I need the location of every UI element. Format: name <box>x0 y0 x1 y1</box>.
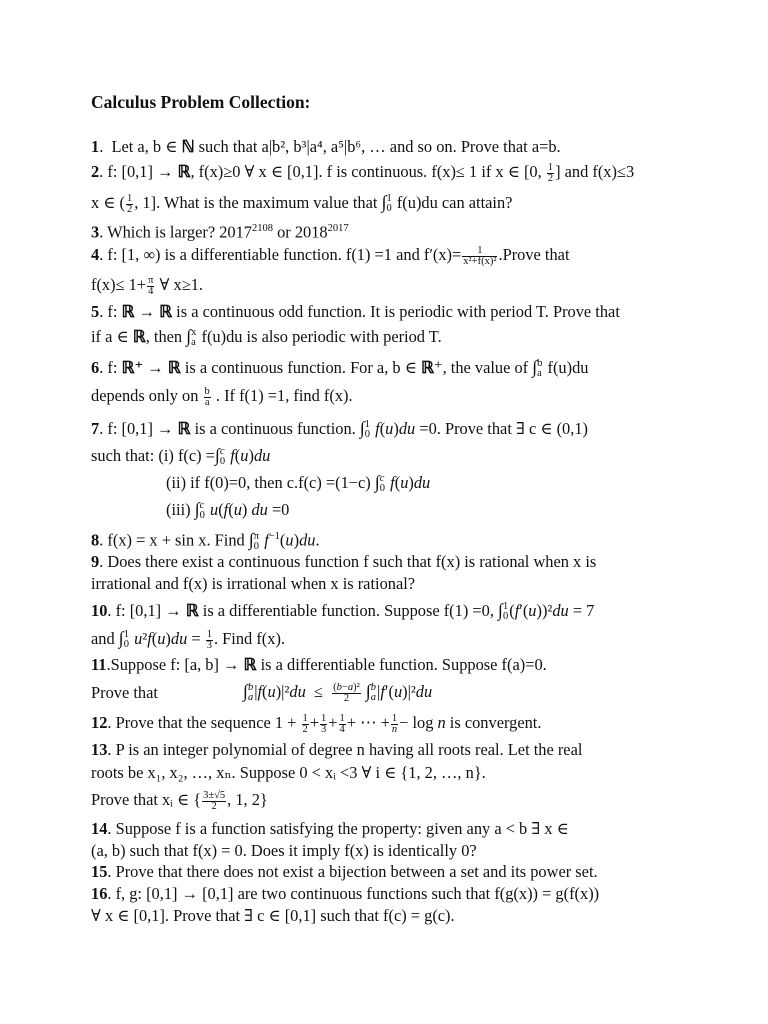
problem-1: 1. Let a, b ∈ ℕ such that a|b², b³|a⁴, a⁵|b⁶, … and so on. Prove that a=b. <box>91 137 561 156</box>
problem-number: 10 <box>91 601 108 620</box>
problem-number: 1 <box>91 137 100 156</box>
problem-2: 2. f: [0,1] → ℝ, f(x)≥0 ∀ x ∈ [0,1]. f is continuous. f(x)≤ 1 if x ∈ [0, $\frac{1}{2}$ ] and f(x)≤3 <box>91 161 635 184</box>
problem-2-cont: x ∈ ( $\frac{1}{2}$ , 1]. What is the maximum value that ∫ 1 0 f(u)du can attain? <box>91 192 513 215</box>
problem-10-cont: and ∫ 1 0 u²f(u)du = $\frac{1}{3}$ . Find f(x). <box>91 628 286 651</box>
problem-10: 10. f: [0,1] → ℝ is a differentiable function. Suppose f(1) =0, ∫ 1 0 (f′(u))²du = 7 <box>91 600 595 623</box>
document-title: Calculus Problem Collection: <box>91 92 311 112</box>
problem-13-prove: Prove that xᵢ ∈ { $\frac{3\pm√5}{2}$ , 1, 2} <box>91 789 268 812</box>
problem-number: 3 <box>91 222 100 242</box>
problem-number: 5 <box>91 302 100 321</box>
problem-12: 12. Prove that the sequence 1 + $\frac{1}{2}$ + $\frac{1}{3}$ + $\frac{1}{4}$ + ⋯ + $\frac{1}{n}$ − log n is convergent. <box>91 712 542 735</box>
problem-11-prove: Prove that <box>91 683 158 702</box>
problem-3: 3. Which is larger? $2017^{2108}$ or $2018^{2017}$ <box>91 222 349 242</box>
problem-8: 8. f(x) = x + sin x. Find ∫ π 0 $f^{-1}(u)du$. <box>91 529 320 552</box>
problem-number: 16 <box>91 884 108 903</box>
problem-11-inequality: ∫ b a |f(u)|²du ≤ $\frac{\text{(b−a)²}}{2}$ ∫ b a |f′(u)|²du <box>243 681 433 704</box>
problem-number: 8 <box>91 530 100 550</box>
problem-7: 7. f: [0,1] → ℝ is a continuous function. ∫ 1 0 f(u)du =0. Prove that ∃ c ∈ (0,1) <box>91 418 588 441</box>
problem-number: 9 <box>91 552 100 571</box>
problem-11: 11.Suppose f: [a, b] → ℝ is a differentiable function. Suppose f(a)=0. <box>91 655 547 674</box>
problem-number: 14 <box>91 819 108 838</box>
problem-16-cont: ∀ x ∈ [0,1]. Prove that ∃ c ∈ [0,1] such that f(c) = g(c). <box>91 906 455 925</box>
problem-4-cont: f(x)≤ 1+ $\frac{\pi}{4}$ ∀ x≥1. <box>91 274 203 297</box>
problem-7-ii: (ii) if f(0)=0, then c.f(c) =(1−c) ∫ c 0 f(u)du <box>166 472 431 495</box>
problem-number: 6 <box>91 358 100 377</box>
problem-15: 15. Prove that there does not exist a bijection between a set and its power set. <box>91 862 598 881</box>
problem-5-cont: if a ∈ ℝ, then ∫ x a f(u)du is also periodic with period T. <box>91 326 442 349</box>
problem-13: 13. P is an integer polynomial of degree n having all roots real. Let the real <box>91 740 583 759</box>
problem-number: 12 <box>91 713 108 732</box>
problem-4: 4. f: [1, ∞) is a differentiable function. f(1) =1 and f′(x)= $\frac{1}{\text{x²+f(x)²}}$ .Prove that <box>91 244 570 267</box>
problem-7-i: such that: (i) f(c) =∫ c 0 f(u)du <box>91 445 271 468</box>
problem-number: 4 <box>91 245 100 264</box>
problem-number: 15 <box>91 862 108 881</box>
problem-9: 9. Does there exist a continuous function f such that f(x) is rational when x is <box>91 552 597 571</box>
problem-5: 5. f: ℝ → ℝ is a continuous odd function. It is periodic with period T. Prove that <box>91 302 620 321</box>
problem-number: 11 <box>91 655 107 674</box>
problem-6-cont: depends only on $\frac{b}{a}$ . If f(1) =1, find f(x). <box>91 385 353 408</box>
problem-number: 7 <box>91 419 100 438</box>
problem-6: 6. f: ℝ⁺ → ℝ is a continuous function. For a, b ∈ ℝ⁺, the value of ∫ b a f(u)du <box>91 357 589 380</box>
problem-16: 16. f, g: [0,1] → [0,1] are two continuous functions such that f(g(x)) = g(f(x)) <box>91 884 600 903</box>
problem-9-cont: irrational and f(x) is irrational when x is rational? <box>91 574 416 593</box>
problem-13-cont: roots be x₁, x₂, …, xₙ. Suppose 0 < xᵢ <3 ∀ i ∈ {1, 2, …, n}. <box>91 763 486 782</box>
problem-number: 13 <box>91 740 108 759</box>
problem-7-iii: (iii) ∫ c 0 u(f(u) du =0 <box>166 499 290 522</box>
problem-14-cont: (a, b) such that f(x) = 0. Does it imply f(x) is identically 0? <box>91 841 477 860</box>
problem-number: 2 <box>91 162 100 181</box>
problem-14: 14. Suppose f is a function satisfying the property: given any a < b ∃ x ∈ <box>91 819 569 838</box>
